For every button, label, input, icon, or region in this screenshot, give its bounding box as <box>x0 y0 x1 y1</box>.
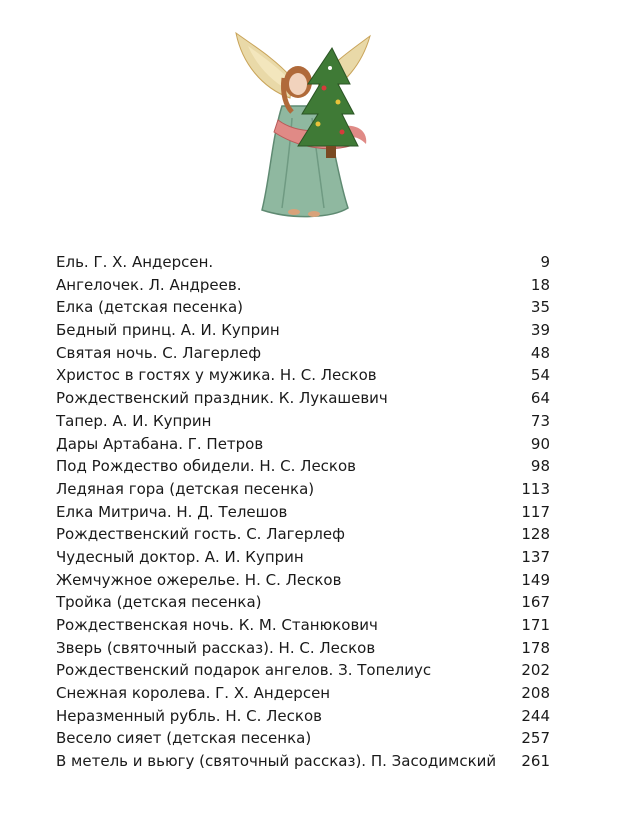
toc-entry[interactable] <box>56 274 550 297</box>
toc-entry-page: 113 <box>521 479 550 498</box>
toc-entry[interactable] <box>56 727 550 750</box>
toc-entry[interactable] <box>56 478 550 501</box>
toc-entry-title: Неразменный рубль. Н. С. Лесков <box>56 706 322 725</box>
toc-entry-title: Ледяная гора (детская песенка) <box>56 479 315 498</box>
toc-entry[interactable] <box>56 614 550 637</box>
toc-entry-page: 73 <box>530 411 550 430</box>
table-of-contents <box>56 251 550 773</box>
toc-entry-page: 202 <box>521 661 550 680</box>
toc-entry-title: Рождественский подарок ангелов. З. Топелиус <box>56 661 432 680</box>
toc-entry-title: В метель и вьюгу (святочный рассказ). П. Засодимский <box>56 752 497 771</box>
toc-entry-title: Елка Митрича. Н. Д. Телешов <box>56 502 288 521</box>
toc-entry-title: Тапер. А. И. Куприн <box>56 411 212 430</box>
toc-entry-page: 244 <box>521 706 550 725</box>
toc-entry[interactable] <box>56 501 550 524</box>
toc-entry-page: 39 <box>530 321 550 340</box>
toc-entry[interactable] <box>56 387 550 410</box>
toc-entry-page: 178 <box>521 638 550 657</box>
toc-entry-title: Дары Артабана. Г. Петров <box>56 434 264 453</box>
toc-entry-page: 257 <box>521 729 550 748</box>
toc-entry[interactable] <box>56 296 550 319</box>
toc-entry[interactable] <box>56 455 550 478</box>
toc-entry[interactable] <box>56 705 550 728</box>
toc-entry-page: 98 <box>530 457 550 476</box>
toc-entry[interactable] <box>56 523 550 546</box>
toc-entry-page: 48 <box>530 343 550 362</box>
toc-entry-title: Зверь (святочный рассказ). Н. С. Лесков <box>56 638 376 657</box>
toc-entry[interactable] <box>56 591 550 614</box>
toc-entry-page: 128 <box>521 525 550 544</box>
toc-entry-title: Чудесный доктор. А. И. Куприн <box>56 547 304 566</box>
toc-entry-title: Весело сияет (детская песенка) <box>56 729 312 748</box>
toc-entry[interactable] <box>56 410 550 433</box>
toc-entry-title: Христос в гостях у мужика. Н. С. Лесков <box>56 366 377 385</box>
toc-entry-page: 149 <box>521 570 550 589</box>
toc-entry-title: Ангелочек. Л. Андреев. <box>56 275 242 294</box>
toc-entry[interactable] <box>56 750 550 773</box>
toc-entry-title: Ель. Г. Х. Андерсен. <box>56 253 214 271</box>
toc-entry[interactable] <box>56 433 550 456</box>
toc-entry-title: Елка (детская песенка) <box>56 298 243 317</box>
toc-entry-title: Жемчужное ожерелье. Н. С. Лесков <box>56 570 342 589</box>
toc-entry-page: 18 <box>530 275 550 294</box>
toc-entry-page: 261 <box>521 752 550 771</box>
toc-entry-page: 64 <box>530 389 550 408</box>
toc-entry-title: Снежная королева. Г. Х. Андерсен <box>56 684 331 703</box>
toc-entry-page: 171 <box>521 616 550 634</box>
toc-entry[interactable] <box>56 364 550 387</box>
angel-with-christmas-tree-icon <box>232 28 378 220</box>
toc-entry-page: 167 <box>521 593 550 612</box>
toc-entry[interactable] <box>56 659 550 682</box>
toc-entry-title: Под Рождество обидели. Н. С. Лесков <box>56 457 357 476</box>
toc-entry-page: 137 <box>521 547 550 566</box>
toc-entry-title: Рождественский праздник. К. Лукашевич <box>56 389 388 408</box>
toc-entry-title: Рождественский гость. С. Лагерлеф <box>56 525 345 544</box>
toc-entry[interactable] <box>56 682 550 705</box>
toc-entry[interactable] <box>56 546 550 569</box>
toc-entry[interactable] <box>56 342 550 365</box>
toc-entry-page: 208 <box>521 684 550 703</box>
toc-entry-title: Тройка (детская песенка) <box>56 593 262 612</box>
toc-entry-page: 9 <box>540 253 550 271</box>
toc-entry-title: Рождественская ночь. К. М. Станюкович <box>56 616 378 634</box>
toc-entry-page: 35 <box>530 298 550 317</box>
toc-entry[interactable] <box>56 319 550 342</box>
toc-entry[interactable] <box>56 569 550 592</box>
toc-entry-title: Святая ночь. С. Лагерлеф <box>56 343 262 362</box>
toc-entry[interactable] <box>56 637 550 660</box>
toc-entry-title: Бедный принц. А. И. Куприн <box>56 321 280 340</box>
toc-entry[interactable] <box>56 251 550 274</box>
toc-entry-page: 117 <box>521 502 550 521</box>
toc-entry-page: 54 <box>530 366 550 385</box>
toc-entry-page: 90 <box>530 434 550 453</box>
